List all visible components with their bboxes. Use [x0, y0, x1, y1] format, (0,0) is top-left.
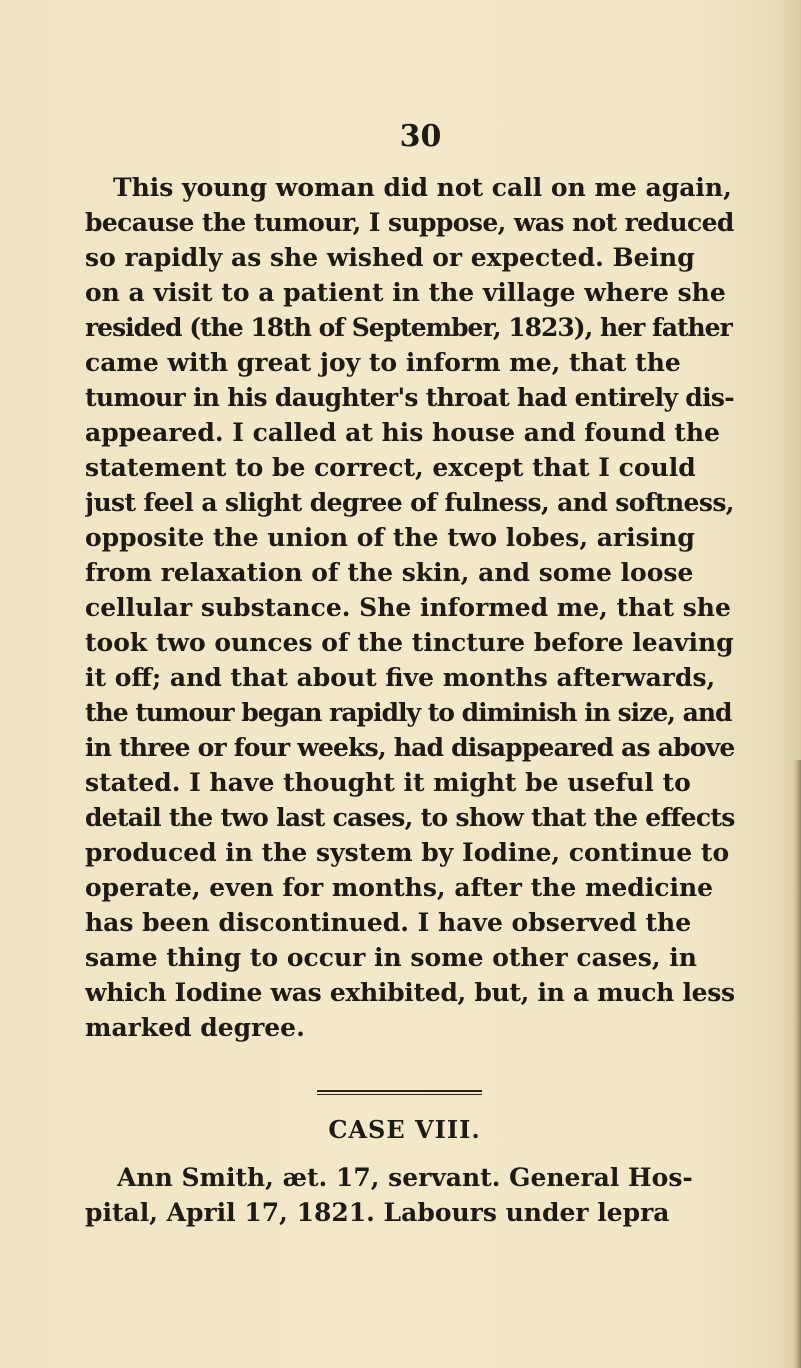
- case-heading: CASE VIII.: [328, 1115, 481, 1144]
- text-line: the tumour began rapidly to diminish in size, and: [85, 698, 732, 727]
- text-line: took two ounces of the tincture before leaving: [85, 628, 734, 657]
- text-line: cellular substance. She informed me, that she: [85, 593, 731, 622]
- text-line: same thing to occur in some other cases, in: [85, 943, 697, 972]
- text-line: stated. I have thought it might be useful to: [85, 768, 691, 797]
- section-divider: [317, 1090, 482, 1092]
- text-line: detail the two last cases, to show that the effects: [85, 803, 735, 832]
- text-line: came with great joy to inform me, that the: [85, 348, 681, 377]
- text-line: has been discontinued. I have observed the: [85, 908, 692, 937]
- text-line: appeared. I called at his house and found the: [85, 418, 720, 447]
- text-line: just feel a slight degree of fulness, and softness,: [85, 488, 734, 517]
- text-line: which Iodine was exhibited, but, in a much less: [85, 978, 735, 1007]
- page-edge-shadow: [793, 760, 801, 1368]
- text-line: from relaxation of the skin, and some loose: [85, 558, 694, 587]
- text-line: tumour in his daughter's throat had entirely dis-: [85, 383, 734, 412]
- text-line: operate, even for months, after the medicine: [85, 873, 714, 902]
- text-line: opposite the union of the two lobes, arising: [85, 523, 695, 552]
- text-line: statement to be correct, except that I could: [85, 453, 696, 482]
- text-line: pital, April 17, 1821. Labours under lepra: [85, 1198, 670, 1227]
- text-line: resided (the 18th of September, 1823), her father: [85, 313, 732, 342]
- section-divider-thin: [317, 1094, 482, 1095]
- text-line: marked degree.: [85, 1013, 305, 1042]
- text-line: in three or four weeks, had disappeared as above: [85, 733, 735, 762]
- text-line: Ann Smith, æt. 17, servant. General Hos-: [117, 1163, 693, 1192]
- text-line: This young woman did not call on me again,: [113, 173, 732, 202]
- text-line: it off; and that about five months afterwards,: [85, 663, 716, 692]
- text-line: because the tumour, I suppose, was not reduced: [85, 208, 734, 237]
- text-line: so rapidly as she wished or expected. Being: [85, 243, 695, 272]
- text-line: produced in the system by Iodine, continue to: [85, 838, 730, 867]
- text-line: on a visit to a patient in the village where she: [85, 278, 726, 307]
- page-number: 30: [399, 119, 442, 154]
